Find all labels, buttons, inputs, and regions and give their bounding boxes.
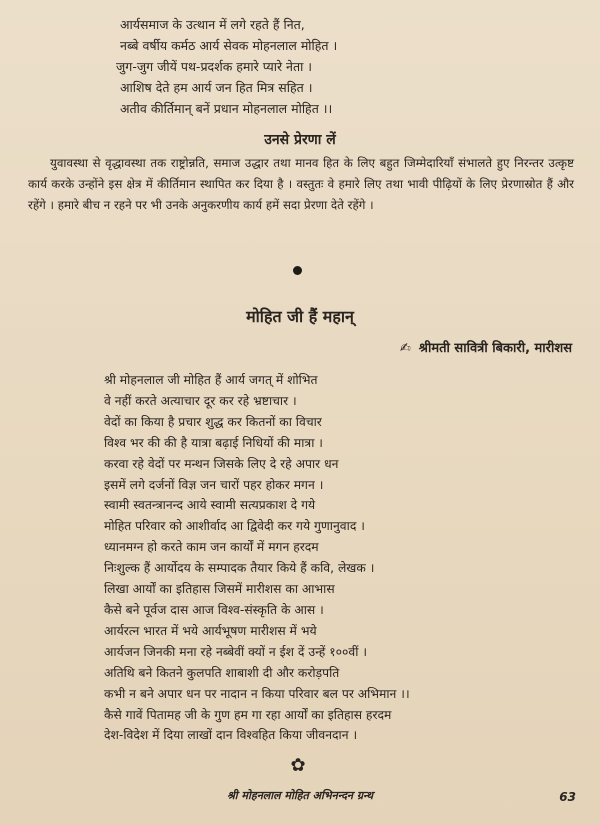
poem-line: लिखा आर्यों का इतिहास जिसमें मारीशस का आभास — [104, 582, 335, 597]
poem-line: ध्यानमग्न हो करते काम जन कार्यों में मगन हरदम — [104, 540, 319, 555]
poem-line: इसमें लगे दर्जनों विज्ञ जन चारों पहर होकर मगन । — [104, 477, 324, 492]
poem-title: मोहित जी हैं महान् — [246, 307, 354, 326]
top-poem — [116, 14, 520, 119]
bullet-divider-icon — [293, 266, 302, 275]
poem-line: निःशुल्क हैं आर्योदय के सम्पादक तैयार किये हैं कवि, लेखक । — [104, 561, 375, 576]
poem-line: आर्यजन जिनकी मना रहे नब्बेवीं क्यों न ईश दें उन्हें १००वीं । — [104, 644, 367, 659]
top-poem-line: जुग-जुग जीयें पथ-प्रदर्शक हमारे प्यारे नेता । — [116, 59, 313, 74]
top-poem-line: आशिष देते हम आर्य जन हित मित्र सहित । — [120, 80, 313, 95]
poem-line: आर्यरत्न भारत में भये आर्यभूषण मारीशस में भये — [104, 623, 317, 638]
flower-ornament-icon: ✿ — [290, 755, 306, 776]
byline — [400, 338, 572, 356]
poem-line: कभी न बने अपार धन पर नादान न किया परिवार बल पर अभिमान ।। — [104, 686, 410, 701]
poem-line: स्वामी स्वतन्त्रानन्द आये स्वामी सत्यप्रकाश दे गये — [104, 498, 316, 513]
section-heading: उनसे प्रेरणा लें — [264, 132, 336, 148]
pen-icon: ✍ — [399, 341, 411, 356]
poem-line: अतिथि बने कितने कुलपति शाबाशी दी और करोड़पति — [104, 665, 340, 680]
top-poem-line: अतीव कीर्तिमान् बनें प्रधान मोहनलाल मोहित ।। — [120, 101, 333, 116]
top-poem-line: आर्यसमाज के उत्थान में लगे रहते हैं नित, — [120, 17, 305, 32]
footer-title: श्री मोहनलाल मोहित अभिनन्दन ग्रन्थ — [226, 789, 374, 802]
poem-line: कैसे बने पूर्वज दास आज विश्व-संस्कृति के आस । — [104, 602, 324, 617]
poem-line: वे नहीं करते अत्याचार दूर कर रहे भ्रष्टाचार । — [104, 393, 297, 408]
poem-line: विश्व भर की की है यात्रा बढ़ाई निधियों की मात्रा । — [104, 435, 323, 450]
poem-line: कैसे गावें पितामह जी के गुण हम गा रहा आर्यों का इतिहास हरदम — [104, 707, 392, 722]
main-poem — [104, 370, 514, 746]
page-number: 63 — [559, 790, 576, 804]
top-poem-line: नब्बे वर्षीय कर्मठ आर्य सेवक मोहनलाल मोहित । — [120, 38, 338, 53]
poem-line: श्री मोहनलाल जी मोहित हैं आर्य जगत् में शोभित — [104, 373, 318, 387]
poem-line: मोहित परिवार को आशीर्वाद आ द्विवेदी कर गये गुणानुवाद । — [104, 519, 365, 534]
byline-text: श्रीमती सावित्री बिकारी, मारीशस — [418, 341, 572, 356]
poem-line: करवा रहे वेदों पर मन्थन जिसके लिए दे रहे अपार धन — [104, 456, 339, 471]
poem-line: वेदों का किया है प्रचार शुद्ध कर कितनों का विचार — [104, 414, 322, 429]
section-paragraph: युवावस्था से वृद्धावस्था तक राष्ट्रोन्नति, समाज उद्धार तथा मानव हित के लिए बहुत जिम्मेदारियाँ संभालते हुए निरन्तर उत्कृष्ट कार्य करके उन्होंने इस क्षेत्र में कीर्तिमान स्थापित कर दिया है । वस्तुतः वे हमारे लिए तथा भावी पीढ़ियों के लिए प्रेरणास्रोत हैं और रहेंगे । हमारे बीच न रहने पर भी उनके अनुकरणीय कार्य हमें सदा प्रेरणा देते रहेंगे । — [28, 156, 574, 212]
poem-line: देश-विदेश में दिया लाखों दान विश्वहित किया जीवनदान । — [104, 728, 358, 743]
